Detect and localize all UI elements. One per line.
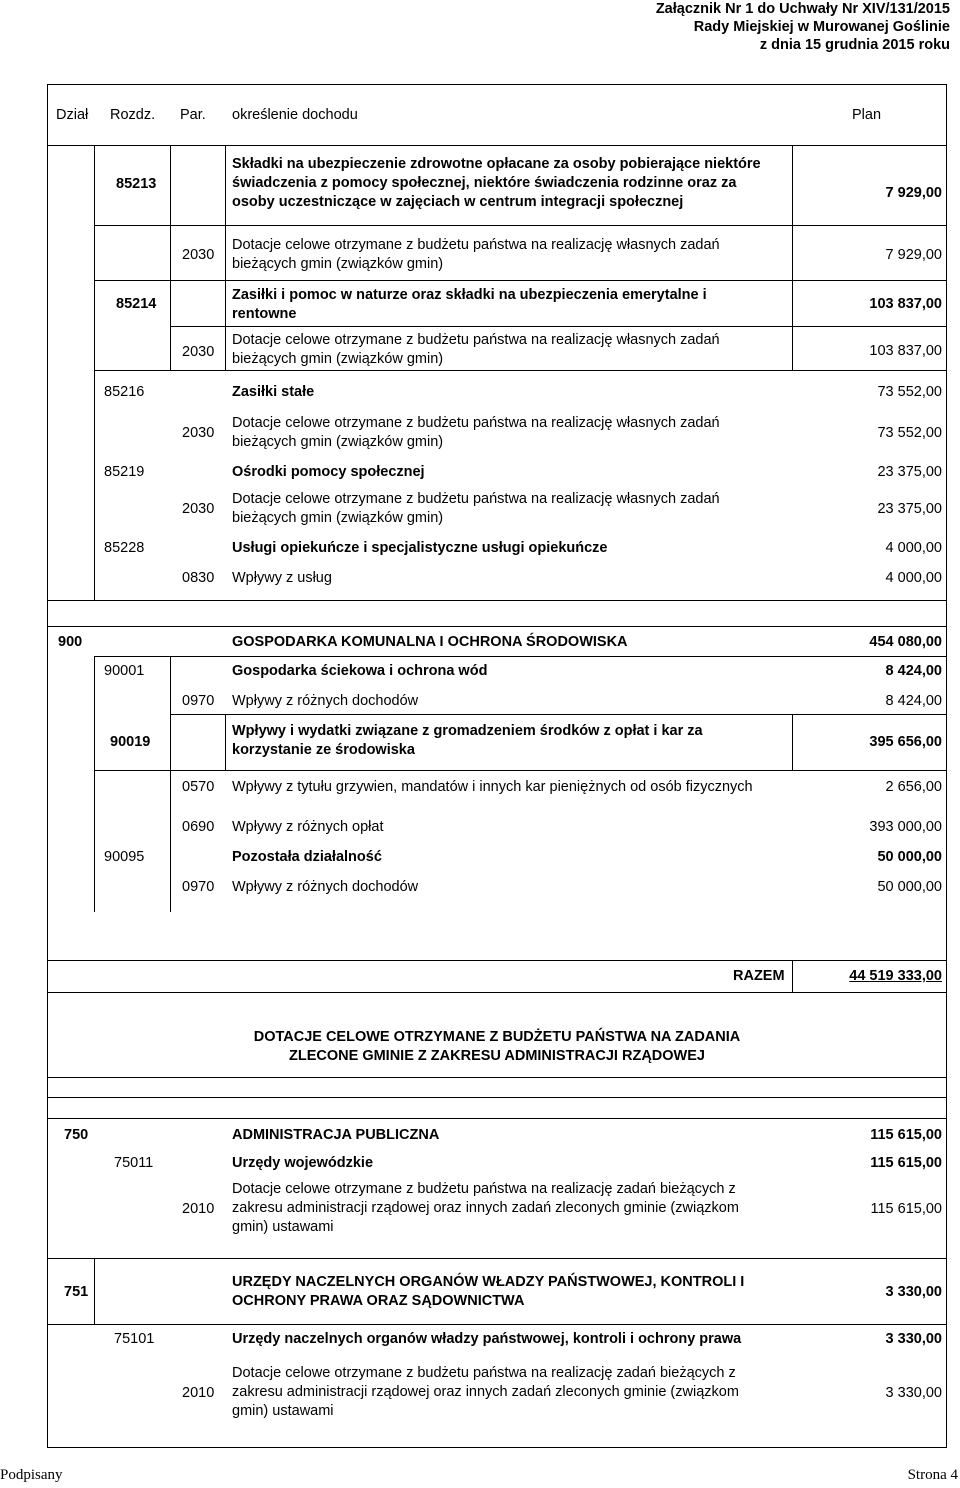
row-2030-par: 2030 (182, 344, 215, 360)
row-90001-plan: 8 424,00 (885, 663, 942, 679)
row-2010-desc: Dotacje celowe otrzymane z budżetu państwa na realizację zadań bieżących z zakresu administracji rządowej oraz innych zadań zleconych gminie (związkom gmin) ustawami (232, 1181, 739, 1235)
row-75011-plan: 115 615,00 (870, 1155, 942, 1171)
row-2030-desc: Dotacje celowe otrzymane z budżetu państwa na realizację własnych zadań bieżących gmin (związków gmin) (232, 332, 720, 367)
row-85219-rozdz: 85219 (104, 464, 145, 480)
row-85219-desc: Ośrodki pomocy społecznej (232, 464, 425, 480)
row-75101-rozdz: 75101 (114, 1331, 155, 1347)
attachment-header (656, 0, 950, 54)
footer-signed: Podpisany (0, 1467, 63, 1483)
row-0970-plan: 50 000,00 (877, 879, 942, 895)
column-header-dzial: Dział (56, 107, 89, 123)
row-0970-plan: 8 424,00 (885, 693, 942, 709)
row-85214-rozdz: 85214 (116, 296, 157, 312)
row-0830-desc: Wpływy z usług (232, 570, 332, 586)
row-2030-desc: Dotacje celowe otrzymane z budżetu państwa na realizację własnych zadań bieżących gmin (związków gmin) (232, 237, 720, 272)
row-751-desc: URZĘDY NACZELNYCH ORGANÓW WŁADZY PAŃSTWOWEJ, KONTROLI I OCHRONY PRAWA ORAZ SĄDOWNICTWA (232, 1274, 745, 1309)
row-0690-desc: Wpływy z różnych opłat (232, 819, 384, 835)
row-90095-rozdz: 90095 (104, 849, 145, 865)
row-900-plan: 454 080,00 (869, 634, 942, 650)
row-2030-desc: Dotacje celowe otrzymane z budżetu państwa na realizację własnych zadań bieżących gmin (związków gmin) (232, 491, 720, 526)
row-2010-par: 2010 (182, 1201, 215, 1217)
row-0570-par: 0570 (182, 779, 215, 795)
row-2010-plan: 3 330,00 (885, 1385, 942, 1401)
row-2030-plan: 23 375,00 (877, 501, 942, 517)
row-85214-plan: 103 837,00 (869, 296, 942, 312)
row-75101-desc: Urzędy naczelnych organów władzy państwowej, kontroli i ochrony prawa (232, 1331, 742, 1347)
row-2010-desc: Dotacje celowe otrzymane z budżetu państwa na realizację zadań bieżących z zakresu administracji rządowej oraz innych zadań zleconych gminie (związkom gmin) ustawami (232, 1365, 739, 1419)
row-900-dzial: 900 (58, 634, 83, 650)
row-900-desc: GOSPODARKA KOMUNALNA I OCHRONA ŚRODOWISKA (232, 634, 628, 650)
column-header-rozdz: Rozdz. (110, 107, 156, 123)
row-0690-par: 0690 (182, 819, 215, 835)
row-0830-par: 0830 (182, 570, 215, 586)
row-0830-plan: 4 000,00 (885, 570, 942, 586)
row-90019-rozdz: 90019 (110, 734, 151, 750)
row-75011-desc: Urzędy wojewódzkie (232, 1155, 374, 1171)
row-2010-par: 2010 (182, 1385, 215, 1401)
row-85214-desc: Zasiłki i pomoc w naturze oraz składki na ubezpieczenia emerytalne i rentowne (232, 287, 707, 322)
row-2030-plan: 103 837,00 (869, 343, 942, 359)
header-line-2: Rady Miejskiej w Murowanej Goślinie (693, 19, 950, 35)
column-header-okreslenie: określenie dochodu (232, 107, 358, 123)
footer-page-number: Strona 4 (907, 1467, 958, 1483)
dotacje-title (47, 1028, 947, 1066)
row-90001-desc: Gospodarka ściekowa i ochrona wód (232, 663, 488, 679)
row-0690-plan: 393 000,00 (869, 819, 942, 835)
row-2030-par: 2030 (182, 501, 215, 517)
row-2030-plan: 7 929,00 (885, 247, 942, 263)
row-85219-plan: 23 375,00 (877, 464, 942, 480)
row-0570-plan: 2 656,00 (885, 779, 942, 795)
row-0970-par: 0970 (182, 879, 215, 895)
row-750-plan: 115 615,00 (870, 1127, 942, 1143)
row-90019-plan: 395 656,00 (869, 734, 942, 750)
row-85216-plan: 73 552,00 (877, 384, 942, 400)
dotacje-title-line-2: ZLECONE GMINIE Z ZAKRESU ADMINISTRACJI RZĄDOWEJ (289, 1048, 705, 1064)
row-2010-plan: 115 615,00 (870, 1201, 942, 1217)
header-line-1: Załącznik Nr 1 do Uchwały Nr XIV/131/2015 (655, 1, 950, 17)
column-header-par: Par. (180, 107, 206, 123)
row-0970-desc: Wpływy z różnych dochodów (232, 879, 419, 895)
row-90001-rozdz: 90001 (104, 663, 145, 679)
row-90095-desc: Pozostała działalność (232, 849, 382, 865)
row-0970-par: 0970 (182, 693, 215, 709)
dotacje-title-line-1: DOTACJE CELOWE OTRZYMANE Z BUDŻETU PAŃSTWA NA ZADANIA (253, 1029, 741, 1045)
razem-value: 44 519 333,00 (849, 968, 942, 984)
row-2030-desc: Dotacje celowe otrzymane z budżetu państwa na realizację własnych zadań bieżących gmin (związków gmin) (232, 415, 720, 450)
row-90095-plan: 50 000,00 (877, 849, 942, 865)
row-751-plan: 3 330,00 (885, 1284, 942, 1300)
razem-label: RAZEM (733, 968, 785, 984)
row-85213-rozdz: 85213 (116, 176, 157, 192)
row-0570-desc: Wpływy z tytułu grzywien, mandatów i innych kar pieniężnych od osób fizycznych (232, 779, 753, 795)
header-line-3: z dnia 15 grudnia 2015 roku (759, 37, 950, 53)
row-75011-rozdz: 75011 (114, 1155, 154, 1171)
row-85228-desc: Usługi opiekuńcze i specjalistyczne usługi opiekuńcze (232, 540, 608, 556)
row-751-dzial: 751 (64, 1284, 89, 1300)
row-85216-rozdz: 85216 (104, 384, 145, 400)
row-85213-desc: Składki na ubezpieczenie zdrowotne opłacane za osoby pobierające niektóre świadczenia z pomocy społecznej, niektóre świadczenia rodzinne oraz za osoby uczestniczące w zajęciach w centrum integracji społecznej (232, 156, 761, 210)
row-85228-plan: 4 000,00 (885, 540, 942, 556)
row-85228-rozdz: 85228 (104, 540, 145, 556)
column-header-plan: Plan (852, 107, 882, 123)
row-2030-par: 2030 (182, 247, 215, 263)
row-2030-plan: 73 552,00 (877, 425, 942, 441)
row-75101-plan: 3 330,00 (885, 1331, 942, 1347)
row-85213-plan: 7 929,00 (885, 185, 942, 201)
row-2030-par: 2030 (182, 425, 215, 441)
row-750-desc: ADMINISTRACJA PUBLICZNA (232, 1127, 440, 1143)
row-85216-desc: Zasiłki stałe (232, 384, 315, 400)
row-90019-desc: Wpływy i wydatki związane z gromadzeniem środków z opłat i kar za korzystanie ze środowiska (232, 723, 703, 758)
row-0970-desc: Wpływy z różnych dochodów (232, 693, 419, 709)
row-750-dzial: 750 (64, 1127, 89, 1143)
